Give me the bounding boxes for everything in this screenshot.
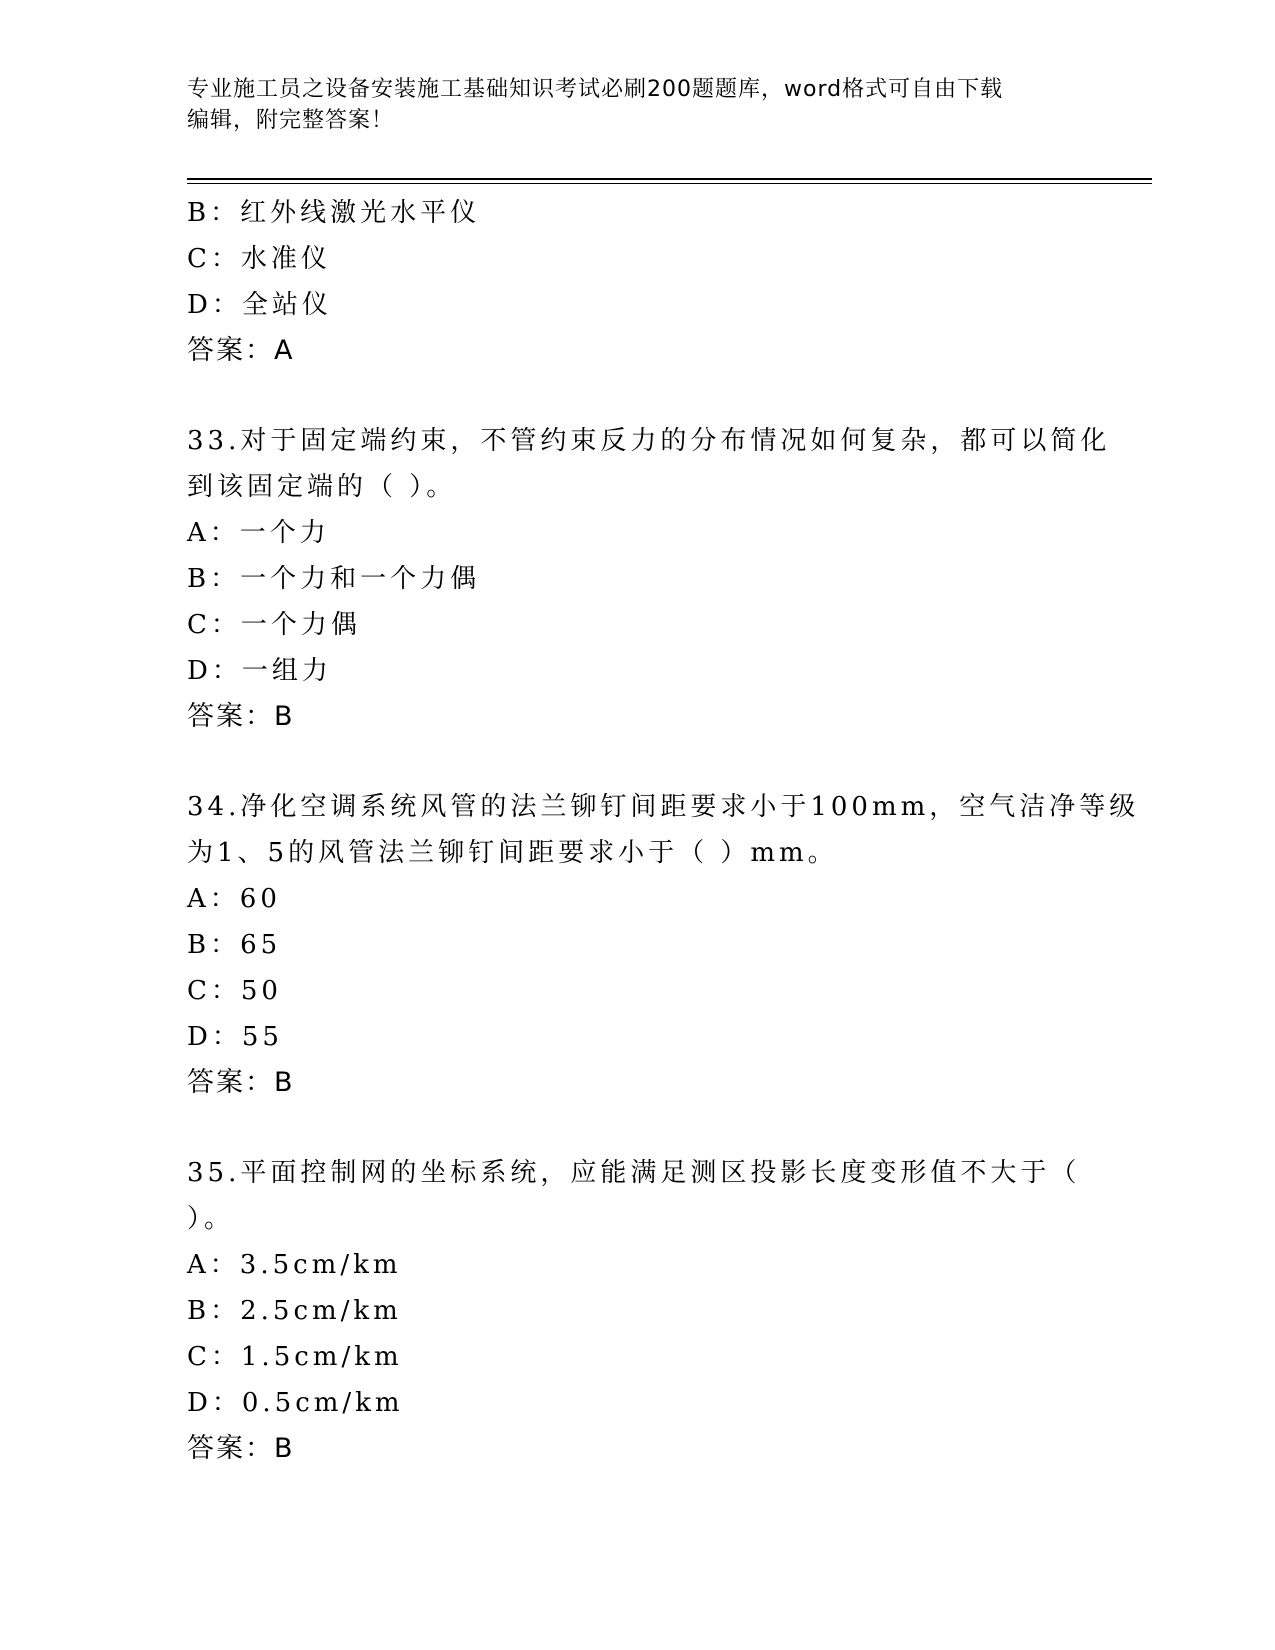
question-32-tail (187, 190, 1087, 374)
option-d: D：一组力 (187, 656, 332, 686)
document-header (187, 74, 1067, 136)
option-b: B：红外线激光水平仪 (187, 198, 481, 228)
option-c: C：1.5cm/km (187, 1342, 403, 1372)
header-divider-thick (187, 178, 1152, 180)
question-stem-line-1: 34.净化空调系统风管的法兰铆钉间距要求小于100mm，空气洁净等级 (187, 792, 1140, 822)
option-c: C：50 (187, 976, 282, 1006)
option-b: B：65 (187, 930, 282, 960)
question-stem-line-2: 到该固定端的（ ）。 (187, 472, 457, 502)
header-divider-thin (187, 183, 1152, 184)
question-stem-line-1: 35.平面控制网的坐标系统，应能满足测区投影长度变形值不大于（ (187, 1158, 1081, 1188)
answer-line: 答案：B (187, 701, 295, 732)
option-a: A：3.5cm/km (187, 1250, 402, 1280)
question-spacer (187, 374, 1087, 418)
option-b: B：一个力和一个力偶 (187, 564, 481, 594)
header-title-line-1: 专业施工员之设备安装施工基础知识考试必刷200题题库，word格式可自由下载 (187, 77, 1004, 102)
question-spacer (187, 740, 1087, 784)
option-d: D：55 (187, 1022, 283, 1052)
option-c: C：水准仪 (187, 244, 331, 274)
question-35 (187, 1150, 1087, 1472)
header-title-line-2: 编辑，附完整答案！ (187, 108, 395, 133)
option-a: A：一个力 (187, 518, 330, 548)
question-34 (187, 784, 1140, 1106)
question-stem-line-2: ）。 (187, 1204, 235, 1234)
answer-line: 答案：B (187, 1067, 295, 1098)
option-a: A：60 (187, 884, 281, 914)
option-d: D：全站仪 (187, 290, 332, 320)
question-stem-line-2: 为1、5的风管法兰铆钉间距要求小于（ ）mm。 (187, 838, 838, 868)
option-d: D：0.5cm/km (187, 1388, 404, 1418)
answer-line: 答案：B (187, 1433, 295, 1464)
question-list (187, 190, 1140, 1472)
answer-line: 答案：A (187, 335, 295, 366)
option-b: B：2.5cm/km (187, 1296, 402, 1326)
option-c: C：一个力偶 (187, 610, 361, 640)
question-33 (187, 418, 1111, 740)
question-stem-line-1: 33.对于固定端约束，不管约束反力的分布情况如何复杂，都可以简化 (187, 426, 1111, 456)
question-spacer (187, 1106, 1087, 1150)
